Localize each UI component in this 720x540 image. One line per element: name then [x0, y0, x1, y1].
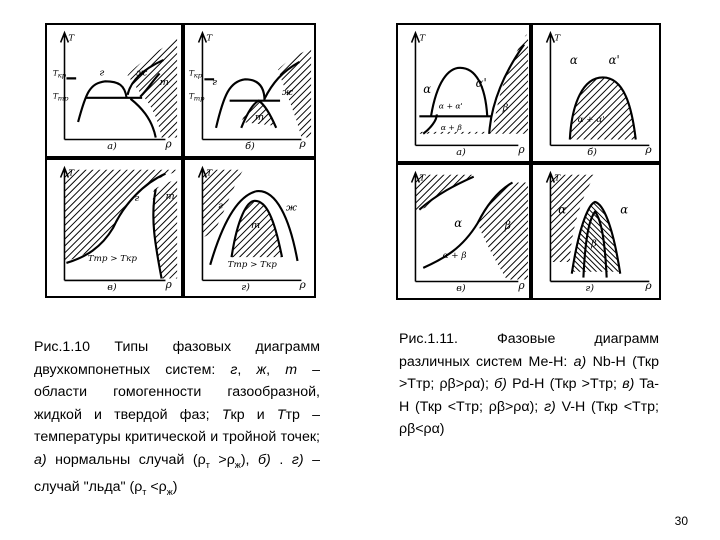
fig110-panel-v: [45, 158, 183, 298]
t-axis-label: T: [554, 173, 561, 184]
ttr-sub: тр: [193, 94, 205, 103]
solid-label: т: [250, 220, 261, 231]
condition-label: Tтр > Tкр: [227, 259, 277, 270]
solid-label: т: [165, 190, 175, 202]
beta-label: β: [502, 102, 509, 114]
panel-letter: б): [587, 147, 597, 159]
alpha-label: α: [558, 202, 567, 217]
fig111-panel-b: [531, 23, 661, 163]
rho-axis-label: ρ: [165, 278, 172, 292]
beta-label: β: [591, 238, 597, 250]
t-axis-label: T: [206, 168, 213, 179]
liquid-label: ж: [136, 67, 148, 79]
solid-label: т: [159, 77, 169, 89]
ttr-label: T: [52, 91, 59, 101]
alpha-label: α: [423, 82, 432, 96]
ttr-sub: тр: [57, 94, 69, 103]
rho-axis-label: ρ: [645, 279, 652, 293]
fig111-panel-a: [396, 23, 531, 163]
panel-letter: б): [245, 141, 255, 153]
alpha-alpha-prime-label: α + α': [577, 115, 605, 126]
rho-axis-label: ρ: [518, 143, 525, 157]
alpha-prime-label: α': [475, 76, 487, 91]
t-axis-label: T: [419, 33, 426, 44]
fig110-panel-g: [183, 158, 316, 298]
figure-1-10-caption: Рис.1.10 Типы фазовых диаграмм двухкомпонетных систем: г, ж, т – области гомогенности газообразной, жидкой и твердой фаз; Ткр и Ттр – температуры критической и тройной точек; а) нормальны случай $(\rho_т >\rho_ж)$, б) . г) – случай "льда" $(\rho_т <\rho_ж)$: [34, 339, 321, 498]
rho-axis-label: ρ: [165, 137, 172, 151]
alpha-beta-label: α + β: [442, 251, 467, 262]
tkr-label: T: [52, 68, 59, 78]
alpha-prime-label: α': [608, 52, 620, 67]
page-number: 30: [674, 514, 688, 528]
panel-letter: г): [241, 282, 250, 294]
alpha-right-label: α: [620, 202, 629, 217]
alpha-alpha-prime-label: α + α': [438, 101, 463, 111]
gas-label: г: [217, 200, 223, 212]
alpha-beta-label: α + β: [440, 122, 462, 132]
solid-label: т: [254, 112, 265, 124]
ttr-label: T: [188, 91, 195, 101]
liquid-label: ж: [285, 202, 297, 214]
t-axis-label: T: [554, 33, 561, 44]
t-axis-label: T: [419, 173, 426, 184]
tkr-label: T: [188, 68, 195, 78]
fig111-panel-v: [396, 163, 531, 300]
t-axis-label: T: [68, 168, 75, 179]
rho-axis-label: ρ: [299, 278, 306, 292]
panel-letter: а): [456, 147, 466, 159]
beta-label: β: [504, 219, 511, 233]
gas-label: г: [134, 192, 140, 204]
t-axis-label: T: [68, 33, 75, 44]
liquid-label: ж: [281, 86, 294, 98]
alpha-label: α: [569, 52, 578, 67]
alpha-label: α: [454, 216, 463, 231]
rho-axis-label: ρ: [518, 279, 525, 293]
panel-letter: а): [107, 141, 117, 153]
rho-axis-label: ρ: [299, 137, 306, 151]
gas-label: г: [212, 77, 218, 89]
fig111-panel-g: [531, 163, 661, 300]
gas-label: г: [99, 67, 105, 79]
fig110-panel-b: [183, 23, 316, 158]
panel-letter: г): [585, 283, 595, 295]
panel-letter: в): [456, 283, 466, 295]
tkr-sub: кр: [193, 71, 203, 80]
t-axis-label: T: [206, 33, 213, 44]
tkr-sub: кр: [57, 71, 67, 80]
fig110-panel-a: [45, 23, 183, 158]
panel-letter: в): [107, 282, 117, 294]
condition-label: Tтр > Tкр: [87, 254, 137, 265]
figure-1-11-caption: Рис.1.11. Фазовые диаграмм различных систем Ме-Н: а) Nb-H (Ткр >Ттр; ρβ>ρα); б) Pd-H (Ткр >Ттр; в) Ta-H (Ткр <Ттр; ρβ>ρα); г) V-H (Ткр <Ттр; ρβ<ρα): [399, 331, 660, 438]
rho-axis-label: ρ: [645, 143, 652, 157]
